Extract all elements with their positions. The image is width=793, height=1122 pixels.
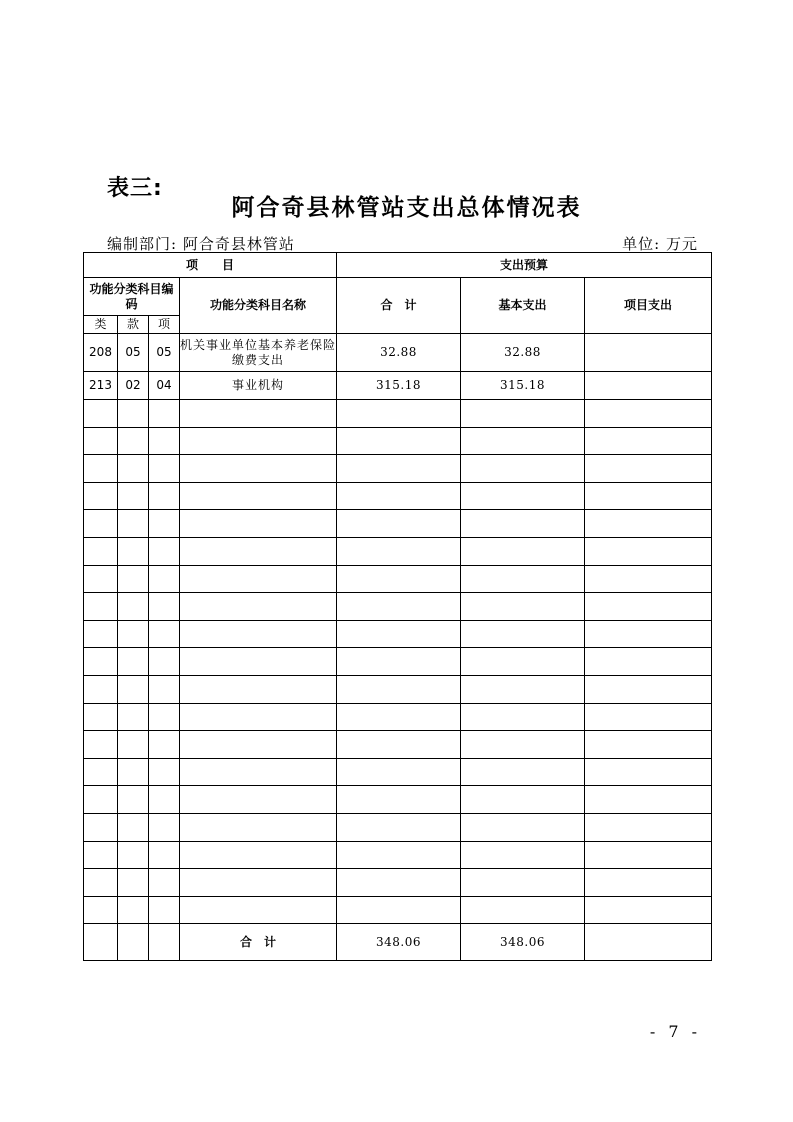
empty-cell [149,703,180,731]
empty-cell [149,620,180,648]
empty-cell [337,703,461,731]
empty-cell [585,786,712,814]
empty-cell [337,565,461,593]
empty-cell [180,593,337,621]
header-item: 项目支出 [585,278,712,334]
header-lei: 类 [84,316,118,334]
total-basic: 348.06 [461,924,585,961]
header-row-1 [84,253,712,278]
empty-cell [461,510,585,538]
empty-cell [118,648,149,676]
empty-cell [461,813,585,841]
empty-cell [180,620,337,648]
header-xiang: 项 [149,316,180,334]
total-amount: 348.06 [337,924,461,961]
empty-cell [585,896,712,924]
row-lei: 213 [84,372,118,400]
row-xiang: 05 [149,334,180,372]
empty-cell [84,731,118,759]
row-basic: 315.18 [461,372,585,400]
empty-cell [149,400,180,428]
empty-cell [585,455,712,483]
empty-cell [585,758,712,786]
empty-cell [585,731,712,759]
expenditure-table [83,252,712,961]
empty-row [84,703,712,731]
empty-cell [149,841,180,869]
empty-cell [461,675,585,703]
empty-cell [461,565,585,593]
empty-cell [118,869,149,897]
empty-cell [180,813,337,841]
header-func-name: 功能分类科目名称 [180,278,337,334]
empty-cell [118,510,149,538]
row-total: 32.88 [337,334,461,372]
empty-cell [180,841,337,869]
empty-cell [180,869,337,897]
empty-cell [585,869,712,897]
empty-row [84,813,712,841]
empty-row [84,455,712,483]
empty-cell [461,620,585,648]
empty-row [84,400,712,428]
empty-cell [84,482,118,510]
empty-row [84,896,712,924]
total-item [585,924,712,961]
table-row [84,372,712,400]
empty-cell [149,510,180,538]
empty-cell [461,896,585,924]
empty-cell [118,896,149,924]
empty-cell [180,565,337,593]
row-name: 机关事业单位基本养老保险缴费支出 [180,334,337,372]
empty-cell [149,537,180,565]
empty-cell [180,786,337,814]
empty-row [84,593,712,621]
empty-row [84,731,712,759]
empty-cell [84,648,118,676]
empty-cell [585,813,712,841]
empty-cell [337,427,461,455]
empty-cell [180,896,337,924]
empty-cell [337,675,461,703]
empty-cell [118,537,149,565]
empty-cell [337,593,461,621]
empty-cell [461,786,585,814]
empty-cell [461,731,585,759]
row-basic: 32.88 [461,334,585,372]
empty-cell [84,510,118,538]
empty-cell [118,427,149,455]
empty-row [84,758,712,786]
total-lei [84,924,118,961]
empty-cell [180,482,337,510]
empty-cell [337,510,461,538]
row-kuan: 02 [118,372,149,400]
empty-cell [337,786,461,814]
empty-cell [461,648,585,676]
empty-cell [337,648,461,676]
empty-cell [585,841,712,869]
empty-cell [337,731,461,759]
header-kuan: 款 [118,316,149,334]
empty-cell [118,841,149,869]
total-kuan [118,924,149,961]
empty-cell [461,537,585,565]
empty-cell [180,648,337,676]
empty-cell [118,703,149,731]
empty-cell [585,537,712,565]
empty-row [84,510,712,538]
empty-cell [118,813,149,841]
table-row [84,334,712,372]
empty-row [84,841,712,869]
empty-cell [149,786,180,814]
total-row [84,924,712,961]
empty-cell [180,400,337,428]
empty-cell [118,593,149,621]
empty-cell [149,593,180,621]
empty-cell [84,896,118,924]
compiling-department: 编制部门: 阿合奇县林管站 [107,235,295,253]
empty-cell [84,593,118,621]
page-title: 阿合奇县林管站支出总体情况表 [231,195,582,221]
empty-cell [461,703,585,731]
empty-cell [337,813,461,841]
empty-cell [84,813,118,841]
empty-row [84,786,712,814]
empty-cell [461,427,585,455]
empty-cell [585,482,712,510]
empty-cell [180,455,337,483]
empty-cell [149,427,180,455]
empty-cell [585,400,712,428]
empty-cell [337,400,461,428]
empty-row [84,620,712,648]
header-basic: 基本支出 [461,278,585,334]
empty-cell [337,841,461,869]
empty-cell [84,427,118,455]
empty-row [84,675,712,703]
row-total: 315.18 [337,372,461,400]
empty-cell [180,703,337,731]
empty-cell [180,731,337,759]
empty-cell [149,675,180,703]
row-kuan: 05 [118,334,149,372]
empty-cell [149,896,180,924]
empty-cell [118,758,149,786]
empty-cell [118,731,149,759]
unit-label: 单位: 万元 [622,235,698,253]
header-project: 项 目 [84,253,337,278]
empty-row [84,482,712,510]
row-xiang: 04 [149,372,180,400]
empty-cell [180,537,337,565]
empty-cell [84,841,118,869]
empty-cell [337,869,461,897]
header-budget: 支出预算 [337,253,712,278]
empty-cell [84,675,118,703]
empty-cell [118,482,149,510]
empty-cell [461,482,585,510]
empty-cell [585,675,712,703]
empty-cell [84,565,118,593]
empty-cell [84,758,118,786]
empty-cell [149,648,180,676]
empty-cell [585,565,712,593]
empty-cell [180,510,337,538]
empty-cell [118,786,149,814]
empty-cell [118,620,149,648]
empty-cell [149,758,180,786]
empty-row [84,537,712,565]
empty-cell [585,593,712,621]
empty-row [84,869,712,897]
empty-cell [461,869,585,897]
empty-cell [461,758,585,786]
empty-cell [149,731,180,759]
table-label: 表三: [107,176,163,201]
header-func-code: 功能分类科目编码 [84,278,180,316]
row-name: 事业机构 [180,372,337,400]
empty-cell [337,620,461,648]
empty-cell [149,565,180,593]
empty-row [84,648,712,676]
empty-cell [118,400,149,428]
empty-cell [461,593,585,621]
empty-row [84,565,712,593]
empty-cell [84,869,118,897]
empty-cell [180,427,337,455]
empty-cell [337,455,461,483]
empty-cell [180,675,337,703]
total-xiang [149,924,180,961]
total-label: 合 计 [180,924,337,961]
empty-cell [585,427,712,455]
empty-cell [461,400,585,428]
empty-cell [337,537,461,565]
empty-cell [585,510,712,538]
empty-cell [461,841,585,869]
empty-cell [585,703,712,731]
empty-cell [84,620,118,648]
empty-cell [118,675,149,703]
empty-cell [337,482,461,510]
empty-cell [84,537,118,565]
header-total: 合 计 [337,278,461,334]
empty-cell [84,400,118,428]
empty-cell [461,455,585,483]
empty-cell [149,455,180,483]
empty-cell [149,482,180,510]
empty-cell [180,758,337,786]
empty-cell [84,703,118,731]
empty-cell [118,565,149,593]
empty-cell [84,786,118,814]
empty-cell [149,869,180,897]
empty-cell [337,896,461,924]
page-number: - 7 - [649,1022,701,1041]
empty-cell [585,648,712,676]
empty-cell [585,620,712,648]
empty-cell [149,813,180,841]
empty-cell [118,455,149,483]
empty-row [84,427,712,455]
row-item [585,372,712,400]
empty-cell [84,455,118,483]
empty-cell [337,758,461,786]
header-row-2 [84,278,712,316]
row-lei: 208 [84,334,118,372]
row-item [585,334,712,372]
